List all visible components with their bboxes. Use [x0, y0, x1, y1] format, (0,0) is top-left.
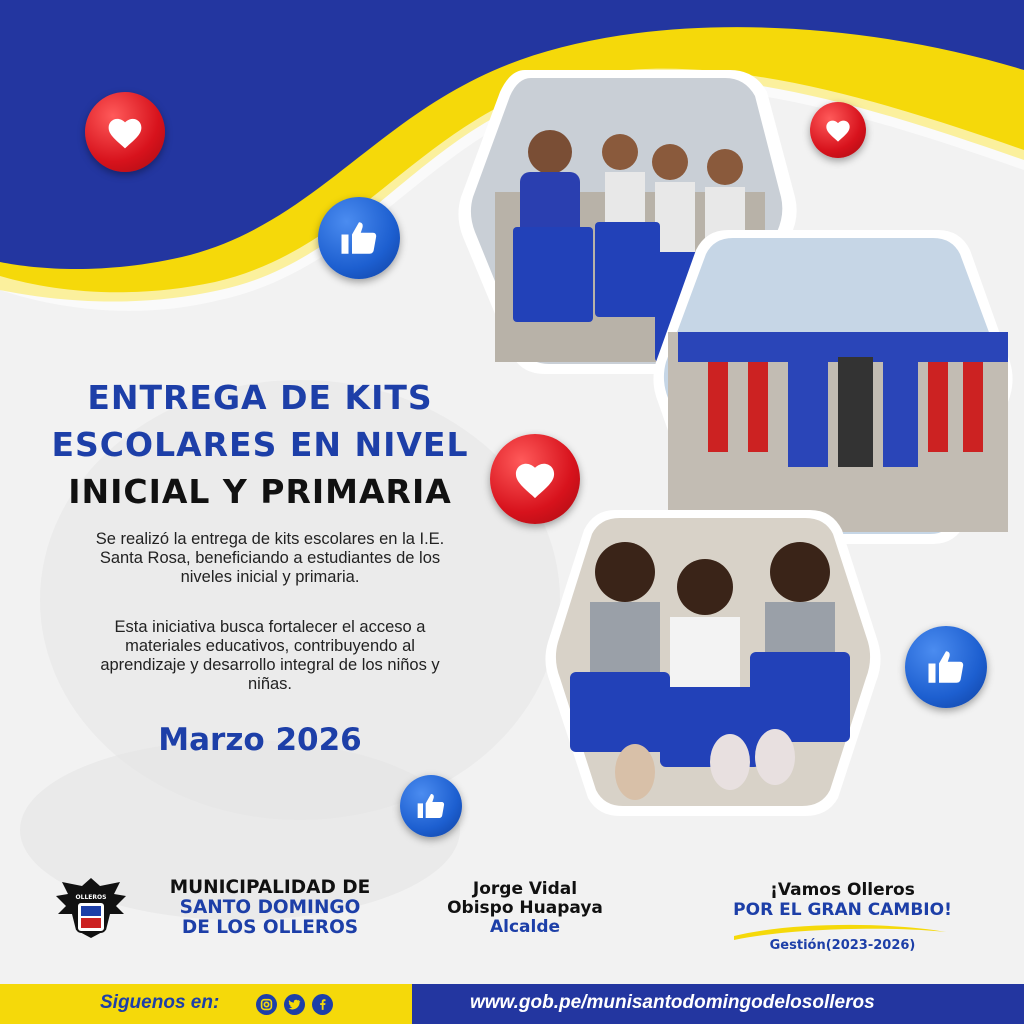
slogan-line-2: POR EL GRAN CAMBIO! — [733, 900, 952, 920]
slogan-block — [700, 880, 985, 953]
municipal-coat-of-arms — [52, 872, 130, 944]
heart-icon — [85, 92, 165, 172]
municipality-line-1: MUNICIPALIDAD DE — [169, 877, 371, 898]
slogan-line-1: ¡Vamos Olleros — [770, 880, 915, 900]
headline-line-1: ENTREGA DE KITS — [87, 378, 433, 417]
event-date: Marzo 2026 — [158, 722, 362, 758]
facebook-icon[interactable] — [312, 994, 333, 1015]
mayor-block — [420, 880, 630, 937]
mayor-name-line-2: Obispo Huapaya — [447, 898, 603, 918]
body-paragraph-2: Esta iniciativa busca fortalecer el acceso a materiales educativos, contribuyendo al aprendizaje y desarrollo integral de los niños y niñas. — [100, 618, 440, 693]
like-icon — [905, 626, 987, 708]
logo-text: OLLEROS — [75, 894, 107, 901]
headline-line-3: INICIAL Y PRIMARIA — [68, 472, 452, 511]
mayor-name-line-1: Jorge Vidal — [472, 879, 578, 899]
municipality-line-3: DE LOS OLLEROS — [181, 917, 359, 938]
twitter-icon[interactable] — [284, 994, 305, 1015]
slogan-swoosh — [730, 918, 950, 942]
headline-line-2: ESCOLARES EN NIVEL — [51, 425, 469, 464]
like-icon — [318, 197, 400, 279]
instagram-icon[interactable] — [256, 994, 277, 1015]
follow-label: Siguenos en: — [100, 992, 220, 1013]
mayor-role: Alcalde — [489, 917, 561, 937]
municipality-line-2: SANTO DOMINGO — [179, 897, 361, 918]
heart-icon — [810, 102, 866, 158]
website-url[interactable]: www.gob.pe/munisantodomingodelosolleros — [470, 992, 875, 1013]
like-icon — [400, 775, 462, 837]
photo-girls-sitting-with-bags — [540, 502, 885, 822]
municipality-name — [150, 878, 390, 938]
management-period: Gestión(2023-2026) — [769, 938, 916, 953]
body-paragraph-1: Se realizó la entrega de kits escolares en la I.E. Santa Rosa, beneficiando a estudiantes de los niveles inicial y primaria. — [95, 530, 445, 586]
